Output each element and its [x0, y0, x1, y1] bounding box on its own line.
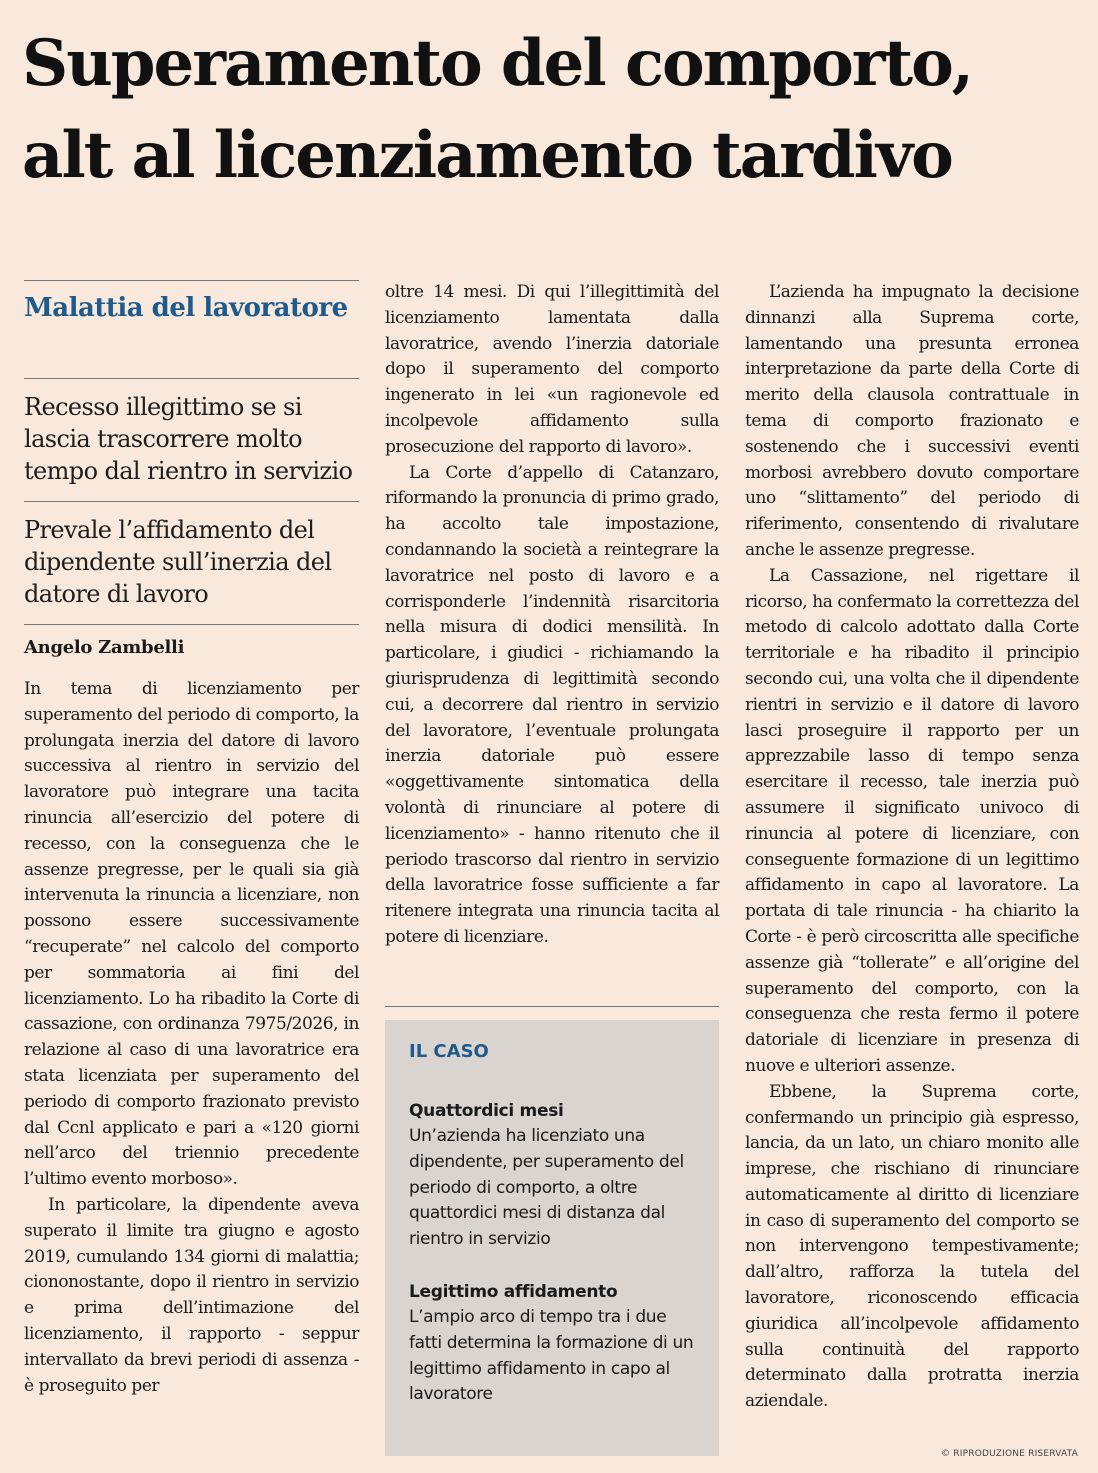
author-byline: Angelo Zambelli: [24, 637, 185, 658]
paragraph: In tema di licenziamento per superamento del periodo di comporto, la prolungata inerzia del datore di lavoro successiva al rientro in servizio del lavoratore può integrare una tacita rinuncia all’esercizio del potere di recesso, con la conseguenza che le assenze pregresse, per le quali sia già intervenuta la rinuncia a licenziare, non possono essere successivamente “recuperate” nel calcolo del comporto per sommatoria ai fini del licenziamento. Lo ha ribadito la Corte di cassazione, con ordinanza 7975/2026, in relazione al caso di una lavoratrice era stata licenziata per superamento del periodo di comporto frazionato previsto dal Ccnl applicato e pari a «120 giorni nell’arco del triennio precedente l’ultimo evento morboso».: [24, 679, 359, 1190]
case-item-title: Quattordici mesi: [409, 1101, 564, 1121]
copyright-notice: © RIPRODUZIONE RISERVATA: [941, 1449, 1078, 1459]
column-1: [24, 280, 359, 1399]
article-body-col3: [745, 280, 1079, 1415]
paragraph: Ebbene, la Suprema corte, confermando un principio già espresso, lancia, da un lato, un chiaro monito alle imprese, che rischiano di rinunciare automaticamente al diritto di licenziare in caso di superamento del comporto se non intervengono tempestivamente; dall’altro, rafforza la tutela del lavoratore, riconoscendo efficacia giuridica all’incolpevole affidamento sulla continuità del rapporto determinato dalla protratta inerzia aziendale.: [745, 1081, 1079, 1412]
column-2: [385, 280, 719, 951]
article-body-col2: [385, 280, 719, 951]
case-item-text: Un’azienda ha licenziato una dipendente, per superamento del periodo di comporto, a oltre quattordici mesi di distanza dal rientro in servizio: [409, 1126, 684, 1250]
headline-line-2: alt al licenziamento tardivo: [22, 118, 952, 193]
paragraph: oltre 14 mesi. Di qui l’illegittimità del licenziamento lamentata dalla lavoratrice, avendo l’inerzia datoriale dopo il superamento del comporto ingenerato in lei «un ragionevole ed incolpevole affidamento sulla prosecuzione del rapporto di lavoro».: [385, 282, 719, 457]
paragraph: In particolare, la dipendente aveva superato il limite tra giugno e agosto 2019, cumulando 134 giorni di malattia; ciononostante, dopo il rientro in servizio e prima dell’intimazione del licenziamento, il rapporto - seppur intervallato da brevi periodi di assenza - è proseguito per: [24, 1194, 359, 1396]
divider: [385, 1006, 719, 1007]
column-3: [745, 280, 1079, 1415]
subhead-2: Prevale l’affidamento del dipendente sull’inerzia del datore di lavoro: [24, 516, 332, 608]
case-item-title: Legittimo affidamento: [409, 1281, 618, 1302]
paragraph: L’azienda ha impugnato la decisione dinnanzi alla Suprema corte, lamentando una presunta erronea interpretazione da parte della Corte di merito della clausola contrattuale in tema di comporto frazionato e sostenendo che i successivi eventi morbosi avrebbero dovuto comportare uno “slittamento” del periodo di riferimento, consentendo di rivalutare anche le assenze pregresse.: [745, 282, 1079, 560]
article-body-col1: [24, 677, 359, 1399]
section-label: Malattia del lavoratore: [24, 293, 348, 323]
case-box: [385, 1020, 719, 1456]
paragraph: La Cassazione, nel rigettare il ricorso, ha confermato la correttezza del metodo di calcolo adottato dalla Corte territoriale e ha ribadito il principio secondo cui, una volta che il dipendente rientri in servizio e il datore di lavoro lasci proseguire il rapporto per un apprezzabile lasso di tempo senza esercitare il recesso, tale inerzia può assumere il significato univoco di rinuncia al potere di licenziare, con conseguente formazione di un legittimo affidamento in capo al lavoratore. La portata di tale rinuncia - ha chiarito la Corte - è però circoscritta alle specifiche assenze già “tollerate” e all’origine del superamento del comporto, con la conseguenza che resta fermo il potere datoriale di licenziare in presenza di nuove e ulteriori assenze.: [745, 565, 1079, 1076]
paragraph: La Corte d’appello di Catanzaro, riformando la pronuncia di primo grado, ha accolto tale impostazione, condannando la società a reintegrare la lavoratrice nel posto di lavoro e a corrisponderle l’indennità risarcitoria nella misura di dodici mensilità. In particolare, i giudici - richiamando la giurisprudenza di legittimità secondo cui, a decorrere dal rientro in servizio del lavoratore, l’eventuale prolungata inerzia datoriale può essere «oggettivamente sintomatica della volontà di rinunciare al potere di licenziamento» - hanno ritenuto che il periodo trascorso dal rientro in servizio della lavoratrice fosse sufficiente a far ritenere integrata una rinuncia tacita al potere di licenziare.: [385, 462, 719, 947]
case-box-label: IL CASO: [409, 1041, 489, 1062]
headline: [22, 18, 1082, 202]
headline-line-1: Superamento del comporto,: [22, 26, 973, 101]
case-item-text: L’ampio arco di tempo tra i due fatti determina la formazione di un legittimo affidamento in capo al lavoratore: [409, 1306, 694, 1405]
subhead-1: Recesso illegittimo se si lascia trascorrere molto tempo dal rientro in servizio: [24, 393, 353, 485]
